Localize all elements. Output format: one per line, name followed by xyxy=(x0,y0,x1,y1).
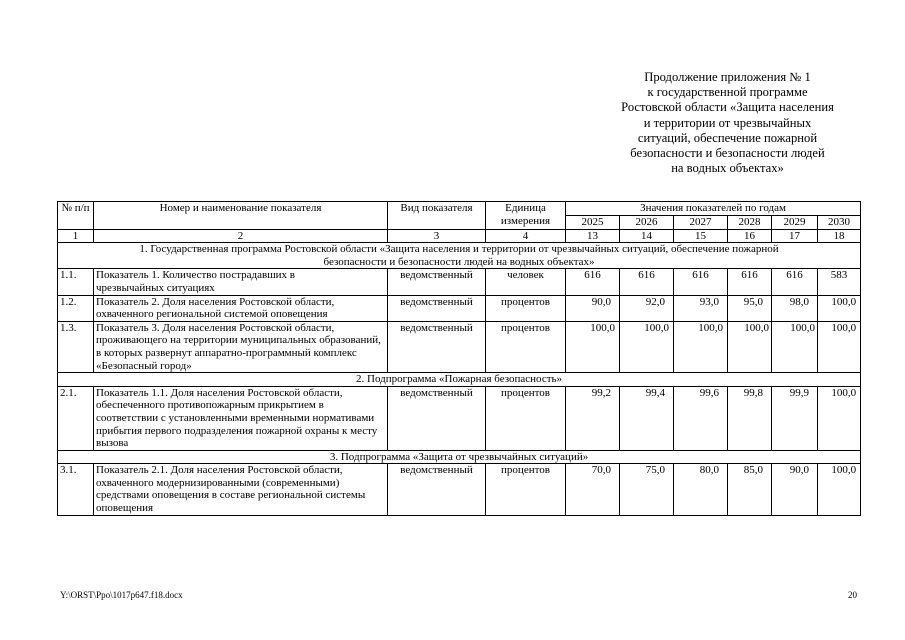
header-year: 2028 xyxy=(728,215,772,229)
appendix-heading xyxy=(600,70,855,176)
row-name: Показатель 3. Доля населения Ростовской области, проживающего на территории муниципальных образований, в которых развернут аппаратно-программный комплекс «Безопасный город» xyxy=(94,321,388,372)
row-kind: ведомственный xyxy=(388,464,486,515)
row-value: 90,0 xyxy=(566,295,620,321)
row-value: 100,0 xyxy=(818,295,861,321)
row-value: 99,2 xyxy=(566,386,620,450)
col-number: 3 xyxy=(388,229,486,243)
header-num: № п/п xyxy=(58,202,94,230)
section-title: 3. Подпрограмма «Защита от чрезвычайных ситуаций» xyxy=(58,450,861,464)
row-value: 100,0 xyxy=(566,321,620,372)
col-number: 14 xyxy=(620,229,674,243)
heading-line: к государственной программе xyxy=(647,85,808,100)
row-value: 100,0 xyxy=(728,321,772,372)
table-row xyxy=(58,386,861,450)
row-unit: человек xyxy=(486,269,566,295)
col-number: 1 xyxy=(58,229,94,243)
col-number: 13 xyxy=(566,229,620,243)
section-title: 2. Подпрограмма «Пожарная безопасность» xyxy=(58,373,861,387)
row-name: Показатель 2. Доля населения Ростовской области, охваченного региональной системой оповещения xyxy=(94,295,388,321)
heading-line: Продолжение приложения № 1 xyxy=(644,70,811,84)
row-name: Показатель 1.1. Доля населения Ростовской области, обеспеченного противопожарным прикрытием в соответствии с установленными временными нормативами прибытия первого подразделения пожарной охраны к месту вызова xyxy=(94,386,388,450)
col-number: 16 xyxy=(728,229,772,243)
row-value: 99,6 xyxy=(674,386,728,450)
row-value: 95,0 xyxy=(728,295,772,321)
file-path: Y:\ORST\Ppo\1017p647.f18.docx xyxy=(60,590,183,600)
row-kind: ведомственный xyxy=(388,269,486,295)
col-number: 17 xyxy=(772,229,818,243)
heading-line: на водных объектах» xyxy=(671,161,784,176)
row-unit: процентов xyxy=(486,295,566,321)
table-row xyxy=(58,295,861,321)
row-value: 100,0 xyxy=(674,321,728,372)
header-kind: Вид показателя xyxy=(388,202,486,230)
row-value: 99,4 xyxy=(620,386,674,450)
row-value: 99,8 xyxy=(728,386,772,450)
row-value: 92,0 xyxy=(620,295,674,321)
col-number: 15 xyxy=(674,229,728,243)
row-value: 100,0 xyxy=(772,321,818,372)
col-number: 4 xyxy=(486,229,566,243)
col-number: 18 xyxy=(818,229,861,243)
row-value: 99,9 xyxy=(772,386,818,450)
row-name: Показатель 1. Количество пострадавших в чрезвычайных ситуациях xyxy=(94,269,388,295)
col-number: 2 xyxy=(94,229,388,243)
row-unit: процентов xyxy=(486,386,566,450)
row-value: 100,0 xyxy=(818,321,861,372)
row-unit: процентов xyxy=(486,464,566,515)
table-row xyxy=(58,464,861,515)
header-year: 2027 xyxy=(674,215,728,229)
heading-line: и территории от чрезвычайных xyxy=(643,115,812,130)
header-values: Значения показателей по годам xyxy=(566,202,861,216)
row-num: 1.2. xyxy=(58,295,94,321)
header-unit: Единица измерения xyxy=(486,202,566,230)
row-kind: ведомственный xyxy=(388,295,486,321)
row-value: 100,0 xyxy=(620,321,674,372)
row-value: 583 xyxy=(818,269,861,295)
row-value: 90,0 xyxy=(772,464,818,515)
row-num: 1.1. xyxy=(58,269,94,295)
header-year: 2030 xyxy=(818,215,861,229)
header-name: Номер и наименование показателя xyxy=(94,202,388,230)
table-row xyxy=(58,321,861,372)
heading-line: безопасности и безопасности людей xyxy=(630,146,825,161)
row-value: 616 xyxy=(728,269,772,295)
row-value: 100,0 xyxy=(818,386,861,450)
row-name: Показатель 2.1. Доля населения Ростовской области, охваченного модернизированными (современными) средствами оповещения в составе региональной системы оповещения xyxy=(94,464,388,515)
indicators-table xyxy=(57,201,861,516)
row-value: 616 xyxy=(620,269,674,295)
row-value: 616 xyxy=(674,269,728,295)
row-num: 2.1. xyxy=(58,386,94,450)
row-value: 616 xyxy=(566,269,620,295)
heading-line: ситуаций, обеспечение пожарной xyxy=(637,130,818,145)
row-value: 75,0 xyxy=(620,464,674,515)
table-row xyxy=(58,269,861,295)
row-value: 616 xyxy=(772,269,818,295)
page-number: 20 xyxy=(848,590,857,600)
row-unit: процентов xyxy=(486,321,566,372)
heading-line: Ростовской области «Защита населения xyxy=(621,100,834,115)
section-title: 1. Государственная программа Ростовской области «Защита населения и территории от чрезвычайных ситуаций, обеспечение пожарной безопасности и безопасности людей на водных объектах» xyxy=(58,243,861,269)
header-year: 2025 xyxy=(566,215,620,229)
row-kind: ведомственный xyxy=(388,386,486,450)
row-value: 85,0 xyxy=(728,464,772,515)
row-value: 93,0 xyxy=(674,295,728,321)
row-value: 80,0 xyxy=(674,464,728,515)
header-year: 2029 xyxy=(772,215,818,229)
row-num: 3.1. xyxy=(58,464,94,515)
row-value: 98,0 xyxy=(772,295,818,321)
row-kind: ведомственный xyxy=(388,321,486,372)
row-value: 70,0 xyxy=(566,464,620,515)
row-num: 1.3. xyxy=(58,321,94,372)
row-value: 100,0 xyxy=(818,464,861,515)
header-year: 2026 xyxy=(620,215,674,229)
